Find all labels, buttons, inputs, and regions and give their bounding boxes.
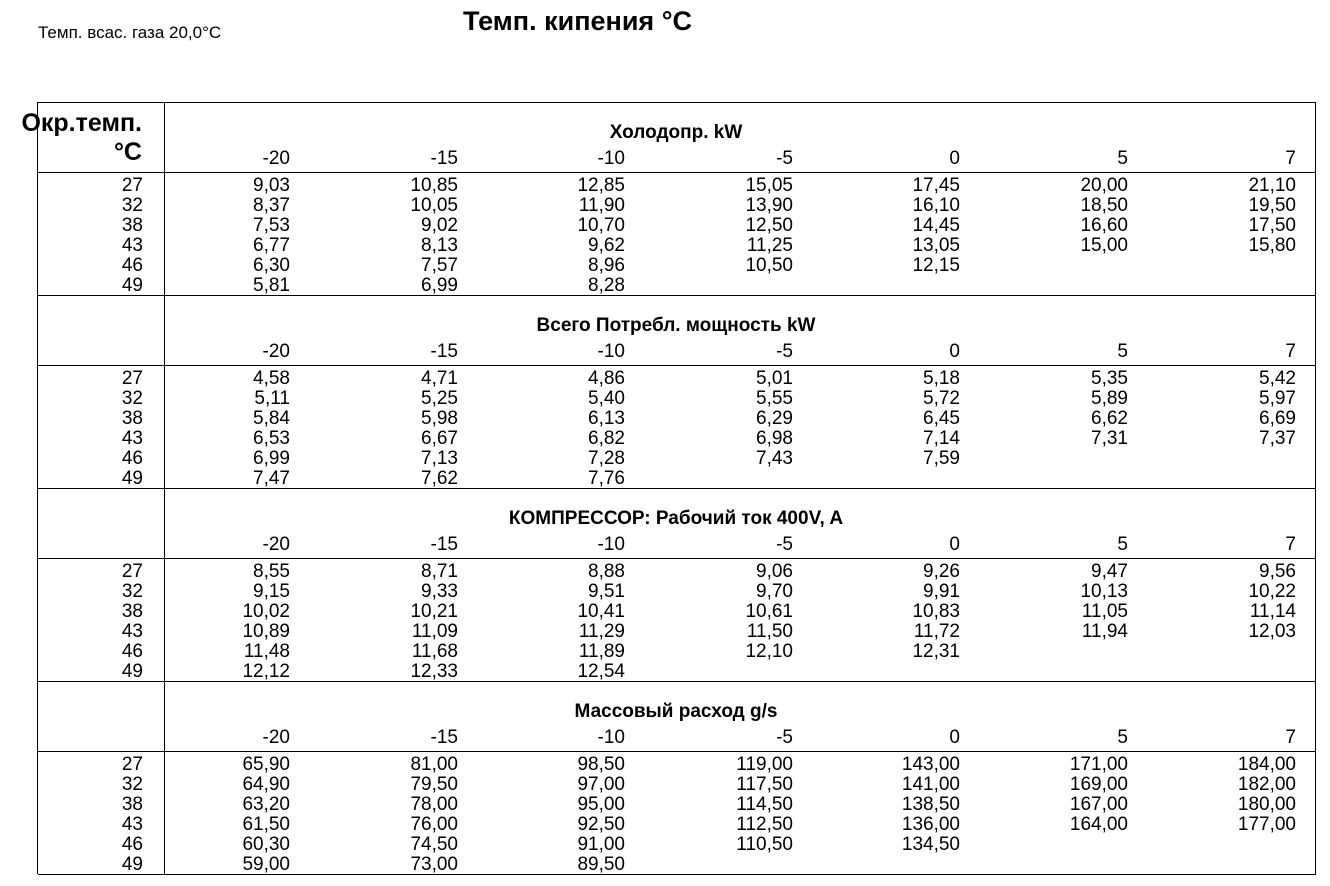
table-cell: 10,22 (1248, 581, 1296, 602)
table-cell: 10,02 (242, 601, 290, 622)
section-title: Холодопр. kW (609, 122, 743, 143)
table-cell: 12,54 (577, 661, 625, 682)
table-cell: 5,11 (254, 388, 290, 409)
table-cell: 6,30 (253, 255, 290, 276)
ambient-temp-label: 46 (121, 255, 143, 276)
ambient-temp-label: 43 (121, 428, 143, 449)
table-cell: 117,50 (736, 774, 793, 795)
table-cell: 7,31 (1091, 428, 1128, 449)
table-cell: 17,45 (912, 175, 960, 196)
column-header: -15 (430, 727, 458, 748)
table-cell: 119,00 (736, 754, 793, 775)
table-cell: 5,84 (253, 408, 290, 429)
table-cell: 92,50 (577, 814, 625, 835)
ambient-temp-label: 32 (121, 195, 143, 216)
table-cell: 6,99 (253, 448, 290, 469)
table-cell: 171,00 (1069, 754, 1128, 775)
table-cell: 98,50 (577, 754, 625, 775)
table-cell: 17,50 (1248, 215, 1296, 236)
table-cell: 6,77 (253, 235, 290, 256)
table-cell: 19,50 (1248, 195, 1296, 216)
column-header: -5 (776, 727, 793, 748)
table-cell: 10,61 (745, 601, 793, 622)
column-header: 5 (1117, 534, 1128, 555)
table-cell: 6,82 (588, 428, 625, 449)
suction-gas-temp: Темп. всас. газа 20,0°C (38, 23, 222, 42)
table-cell: 10,89 (242, 621, 290, 642)
table-cell: 91,00 (577, 834, 625, 855)
table-cell: 7,59 (923, 448, 960, 469)
table-cell: 5,35 (1091, 368, 1128, 389)
table-cell: 16,60 (1080, 215, 1128, 236)
column-header: 7 (1285, 534, 1296, 555)
table-cell: 12,31 (912, 641, 960, 662)
table-cell: 164,00 (1069, 814, 1128, 835)
table-bottom-border (38, 874, 1316, 875)
table-cell: 5,40 (588, 388, 625, 409)
header-divider (38, 365, 1316, 366)
column-header: -10 (597, 341, 625, 362)
column-header: 5 (1117, 341, 1128, 362)
ambient-temp-label: 32 (121, 581, 143, 602)
table-cell: 13,90 (745, 195, 793, 216)
table-cell: 12,85 (577, 175, 625, 196)
table-cell: 97,00 (577, 774, 625, 795)
table-cell: 167,00 (1069, 794, 1128, 815)
table-cell: 76,00 (410, 814, 458, 835)
table-cell: 5,72 (923, 388, 960, 409)
table-cell: 8,71 (421, 561, 458, 582)
table-cell: 5,01 (756, 368, 793, 389)
table-cell: 4,58 (253, 368, 290, 389)
table-cell: 11,29 (578, 621, 625, 642)
table-cell: 61,50 (242, 814, 290, 835)
table-cell: 180,00 (1237, 794, 1296, 815)
ambient-temp-label: 49 (121, 275, 143, 296)
ambient-temp-label: 32 (121, 388, 143, 409)
table-cell: 6,99 (421, 275, 458, 296)
table-cell: 7,53 (253, 215, 290, 236)
table-cell: 11,68 (411, 641, 458, 662)
table-cell: 143,00 (901, 754, 960, 775)
table-cell: 177,00 (1237, 814, 1296, 835)
table-cell: 9,26 (923, 561, 960, 582)
table-cell: 81,00 (410, 754, 458, 775)
table-cell: 10,21 (410, 601, 458, 622)
table-cell: 12,10 (745, 641, 793, 662)
table-cell: 11,50 (746, 621, 793, 642)
table-cell: 95,00 (577, 794, 625, 815)
table-cell: 11,14 (1249, 601, 1296, 622)
table-cell: 10,13 (1080, 581, 1128, 602)
table-cell: 114,50 (736, 794, 793, 815)
table-cell: 11,90 (578, 195, 625, 216)
table-cell: 9,03 (253, 175, 290, 196)
column-header: -15 (430, 341, 458, 362)
table-cell: 12,15 (912, 255, 960, 276)
table-cell: 15,05 (745, 175, 793, 196)
table-cell: 16,10 (912, 195, 960, 216)
table-cell: 7,13 (421, 448, 458, 469)
column-header: 0 (949, 341, 960, 362)
table-cell: 9,15 (253, 581, 290, 602)
table-cell: 60,30 (242, 834, 290, 855)
table-cell: 7,57 (421, 255, 458, 276)
column-header: -20 (262, 727, 290, 748)
table-cell: 9,33 (421, 581, 458, 602)
column-header: 7 (1285, 148, 1296, 169)
table-cell: 59,00 (242, 854, 290, 875)
table-cell: 182,00 (1237, 774, 1296, 795)
table-cell: 112,50 (736, 814, 793, 835)
table-cell: 15,00 (1080, 235, 1128, 256)
table-cell: 11,05 (1081, 601, 1128, 622)
ambient-temp-label: 49 (121, 661, 143, 682)
table-cell: 7,47 (253, 468, 290, 489)
table-cell: 11,94 (1081, 621, 1128, 642)
table-cell: 7,14 (923, 428, 960, 449)
section-top-border (38, 295, 1316, 296)
column-header: -20 (262, 148, 290, 169)
table-cell: 74,50 (410, 834, 458, 855)
table-cell: 7,76 (588, 468, 625, 489)
table-cell: 6,69 (1259, 408, 1296, 429)
ambient-temp-label: 38 (121, 794, 143, 815)
table-cell: 12,33 (410, 661, 458, 682)
header-divider (38, 172, 1316, 173)
section-top-border (38, 102, 1316, 103)
table-cell: 10,50 (745, 255, 793, 276)
table-cell: 9,56 (1259, 561, 1296, 582)
table-cell: 20,00 (1080, 175, 1128, 196)
table-cell: 18,50 (1080, 195, 1128, 216)
table-cell: 13,05 (912, 235, 960, 256)
table-cell: 11,89 (578, 641, 625, 662)
ambient-temp-label: 43 (121, 621, 143, 642)
section-top-border (38, 488, 1316, 489)
column-header: 7 (1285, 727, 1296, 748)
column-header: -5 (776, 534, 793, 555)
table-cell: 4,86 (588, 368, 625, 389)
table-cell: 12,50 (745, 215, 793, 236)
table-cell: 10,41 (577, 601, 625, 622)
table-cell: 6,13 (588, 408, 625, 429)
ambient-temp-label: 46 (121, 448, 143, 469)
table-cell: 141,00 (901, 774, 960, 795)
table-cell: 184,00 (1237, 754, 1296, 775)
section-title: Всего Потребл. мощность kW (536, 315, 816, 336)
table-cell: 7,62 (421, 468, 458, 489)
ambient-temp-label: 27 (121, 368, 143, 389)
column-header: -10 (597, 727, 625, 748)
table-cell: 8,28 (588, 275, 625, 296)
table-cell: 169,00 (1069, 774, 1128, 795)
table-cell: 7,37 (1259, 428, 1296, 449)
table-cell: 4,71 (421, 368, 458, 389)
table-cell: 6,98 (756, 428, 793, 449)
ambient-temp-label: 38 (121, 408, 143, 429)
table-cell: 10,85 (410, 175, 458, 196)
column-header: 0 (949, 727, 960, 748)
table-cell: 15,80 (1248, 235, 1296, 256)
ambient-temp-label: 27 (121, 561, 143, 582)
ambient-temp-label: 43 (121, 235, 143, 256)
table-cell: 5,25 (421, 388, 458, 409)
ambient-temp-label: 27 (121, 754, 143, 775)
table-cell: 6,29 (756, 408, 793, 429)
table-cell: 11,48 (243, 641, 290, 662)
column-header: -10 (597, 148, 625, 169)
table-cell: 7,28 (588, 448, 625, 469)
table-cell: 6,45 (923, 408, 960, 429)
table-cell: 5,42 (1259, 368, 1296, 389)
column-header: -15 (430, 534, 458, 555)
row-header-line1: Окр.темп. (21, 109, 142, 137)
column-header: 0 (949, 534, 960, 555)
table-cell: 8,13 (421, 235, 458, 256)
column-header: 5 (1117, 148, 1128, 169)
table-cell: 5,55 (756, 388, 793, 409)
table-cell: 9,70 (756, 581, 793, 602)
section-title: КОМПРЕССОР: Рабочий ток 400V, A (508, 508, 844, 529)
column-header: -20 (262, 341, 290, 362)
table-cell: 89,50 (577, 854, 625, 875)
table-cell: 64,90 (242, 774, 290, 795)
table-cell: 138,50 (901, 794, 960, 815)
table-cell: 6,67 (421, 428, 458, 449)
column-header: -10 (597, 534, 625, 555)
page-title: Темп. кипения °C (463, 6, 692, 36)
table-cell: 11,09 (411, 621, 458, 642)
ambient-temp-label: 49 (121, 468, 143, 489)
column-header: 0 (949, 148, 960, 169)
row-header-line2: °C (113, 138, 142, 166)
ambient-temp-label: 46 (121, 834, 143, 855)
ambient-temp-label: 46 (121, 641, 143, 662)
ambient-temp-label: 43 (121, 814, 143, 835)
table-cell: 11,72 (913, 621, 960, 642)
table-cell: 9,02 (421, 215, 458, 236)
header-divider (38, 751, 1316, 752)
table-cell: 9,91 (923, 581, 960, 602)
table-cell: 9,62 (588, 235, 625, 256)
column-header: -20 (262, 534, 290, 555)
table-cell: 8,37 (253, 195, 290, 216)
table-cell: 134,50 (901, 834, 960, 855)
table-cell: 6,53 (253, 428, 290, 449)
ambient-temp-label: 27 (121, 175, 143, 196)
section-top-border (38, 681, 1316, 682)
column-header: -5 (776, 148, 793, 169)
table-cell: 7,43 (756, 448, 793, 469)
table-cell: 78,00 (410, 794, 458, 815)
table-cell: 63,20 (242, 794, 290, 815)
table-cell: 65,90 (242, 754, 290, 775)
table-cell: 9,47 (1091, 561, 1128, 582)
table-cell: 10,05 (410, 195, 458, 216)
ambient-temp-label: 49 (121, 854, 143, 875)
table-cell: 5,97 (1259, 388, 1296, 409)
table-cell: 12,12 (242, 661, 290, 682)
table-cell: 5,18 (923, 368, 960, 389)
table-cell: 79,50 (410, 774, 458, 795)
row-header (8, 109, 142, 167)
table-cell: 10,83 (912, 601, 960, 622)
table-cell: 8,88 (588, 561, 625, 582)
table-cell: 5,98 (421, 408, 458, 429)
column-header: -15 (430, 148, 458, 169)
table-cell: 136,00 (901, 814, 960, 835)
table-cell: 21,10 (1248, 175, 1296, 196)
table-cell: 8,96 (588, 255, 625, 276)
table-cell: 12,03 (1248, 621, 1296, 642)
table-cell: 10,70 (577, 215, 625, 236)
table-cell: 9,51 (588, 581, 625, 602)
table-cell: 9,06 (756, 561, 793, 582)
table-cell: 11,25 (746, 235, 793, 256)
table-cell: 8,55 (253, 561, 290, 582)
table-cell: 73,00 (410, 854, 458, 875)
ambient-temp-label: 38 (121, 215, 143, 236)
column-header: 5 (1117, 727, 1128, 748)
table-cell: 6,62 (1091, 408, 1128, 429)
table-cell: 5,81 (253, 275, 290, 296)
ambient-temp-label: 38 (121, 601, 143, 622)
ambient-temp-label: 32 (121, 774, 143, 795)
table-cell: 110,50 (736, 834, 793, 855)
table-cell: 14,45 (912, 215, 960, 236)
section-title: Массовый расход g/s (574, 701, 778, 722)
header-divider (38, 558, 1316, 559)
column-header: -5 (776, 341, 793, 362)
column-header: 7 (1285, 341, 1296, 362)
table-cell: 5,89 (1091, 388, 1128, 409)
